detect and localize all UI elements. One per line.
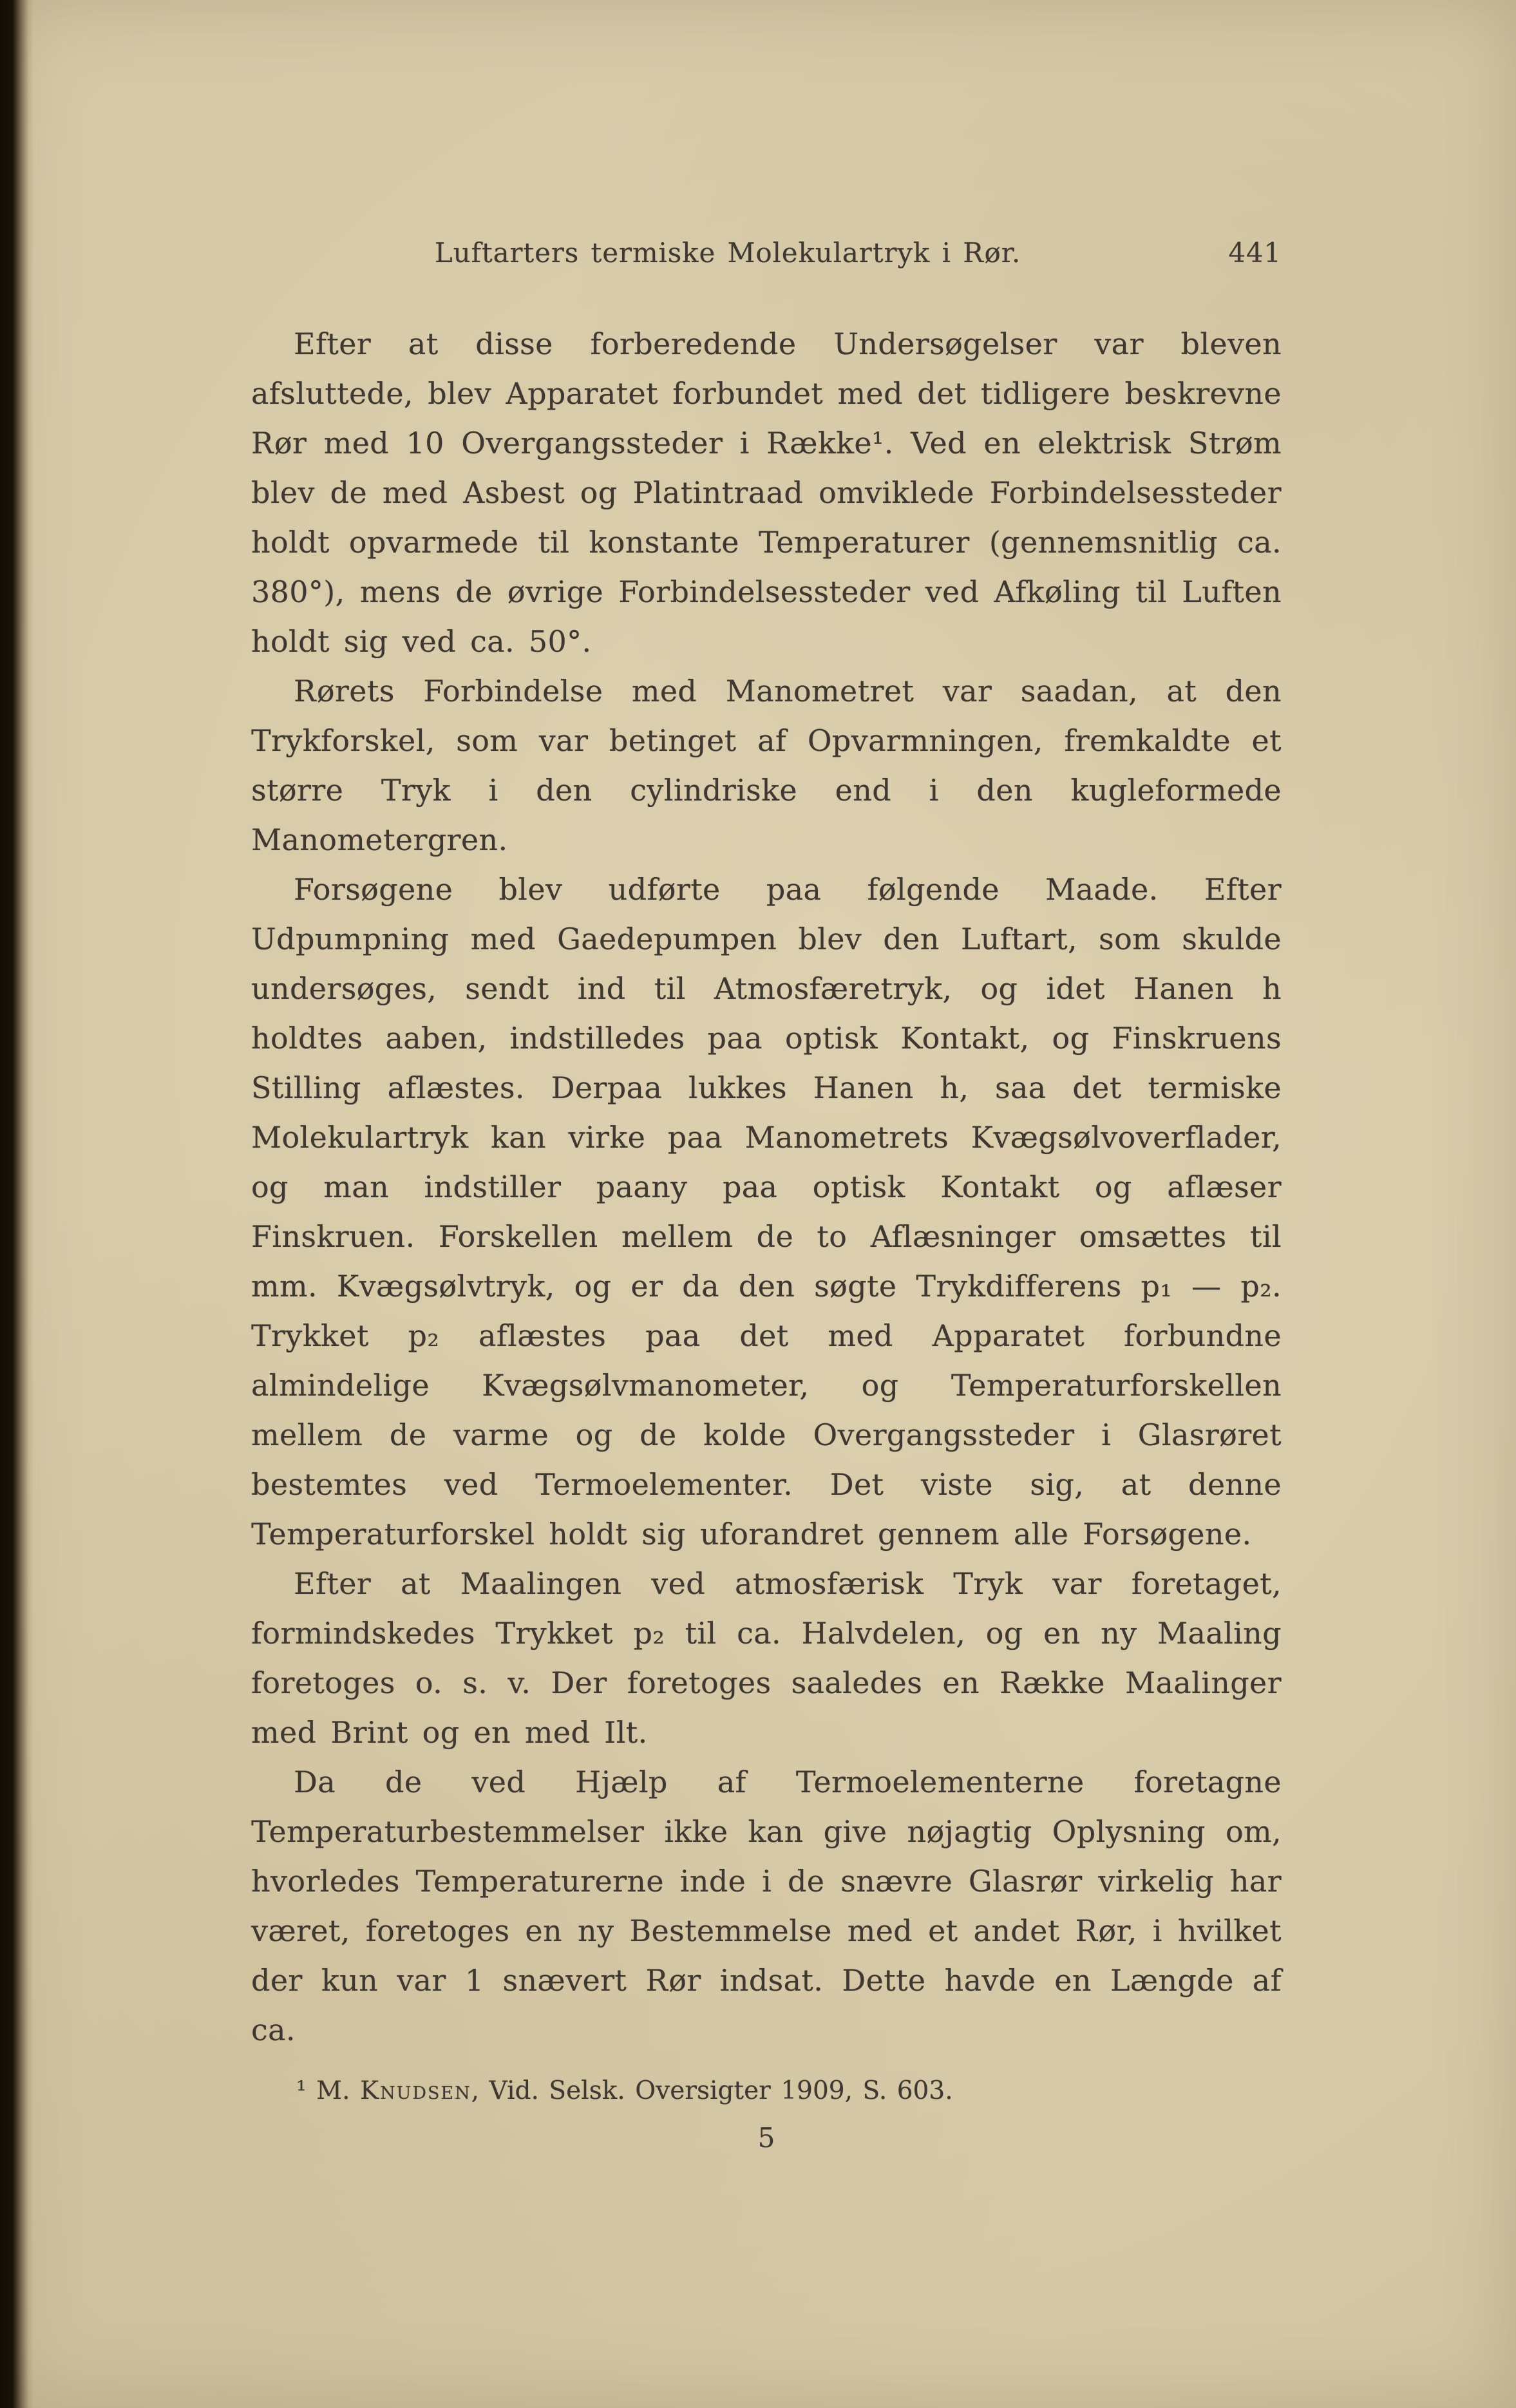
page-number: 441	[1228, 237, 1282, 269]
footnote-marker: ¹	[296, 2076, 317, 2105]
paragraph-3: Forsøgene blev udførte paa følgende Maade. Efter Udpumpning med Gaedepumpen blev den Luftart, som skulde undersøges, sendt ind til Atmosfæretryk, og idet Hanen h holdtes aaben, indstilledes paa optisk Kontakt, og Finskruens Stilling aflæstes. Derpaa lukkes Hanen h, saa det termiske Molekulartryk kan virke paa Manometrets Kvægsølvoverflader, og man indstiller paany paa optisk Kontakt og aflæser Finskruen. Forskellen mellem de to Aflæsninger omsættes til mm. Kvægsølvtryk, og er da den søgte Trykdifferens p₁ — p₂. Trykket p₂ aflæstes paa det med Apparatet forbundne almindelige Kvægsølvmanometer, og Temperaturforskellen mellem de varme og de kolde Overgangssteder i Glasrøret bestemtes ved Termoelementer. Det viste sig, at denne Temperaturforskel holdt sig uforandret gennem alle Forsøgene.	[251, 872, 1282, 1551]
footnote	[251, 2074, 1282, 2108]
paragraph-4: Efter at Maalingen ved atmosfærisk Tryk var foretaget, formindskedes Trykket p₂ til ca. Halvdelen, og en ny Maaling foretoges o. s. v. Der foretoges saaledes en Række Maalinger med Brint og en med Ilt.	[251, 1566, 1282, 1750]
running-header	[251, 237, 1282, 273]
paragraph-2: Rørets Forbindelse med Manometret var saadan, at den Trykforskel, som var betinget af Opvarmningen, fremkaldte et større Tryk i den cylindriske end i den kugleformede Manometergren.	[251, 674, 1282, 857]
footnote-reference: , Vid. Selsk. Oversigter 1909, S. 603.	[471, 2076, 953, 2105]
paragraph-5: Da de ved Hjælp af Termoelementerne foretagne Temperaturbestemmelser ikke kan give nøjagtig Oplysning om, hvorledes Temperaturerne inde i de snævre Glasrør virkelig har været, foretoges en ny Bestemmelse med et andet Rør, i hvilket der kun var 1 snævert Rør indsat. Dette havde en Længde af ca.	[251, 1765, 1282, 2047]
signature-mark: 5	[757, 2122, 775, 2154]
footnote-pre: M.	[316, 2076, 361, 2105]
page-text-block	[251, 237, 1282, 2154]
running-title: Luftarters termiske Molekulartryk i Rør.	[434, 237, 1021, 269]
book-binding-edge	[0, 0, 33, 2408]
footnote-author: Knudsen	[360, 2076, 471, 2105]
paragraph-1: Efter at disse forberedende Undersøgelser var bleven afsluttede, blev Apparatet forbundet med det tidligere beskrevne Rør med 10 Overgangssteder i Række¹. Ved en elektrisk Strøm blev de med Asbest og Platintraad omviklede Forbindelsessteder holdt opvarmede til konstante Temperaturer (gennemsnitlig ca. 380°), mens de øvrige Forbindelsessteder ved Afkøling til Luften holdt sig ved ca. 50°.	[251, 327, 1282, 659]
